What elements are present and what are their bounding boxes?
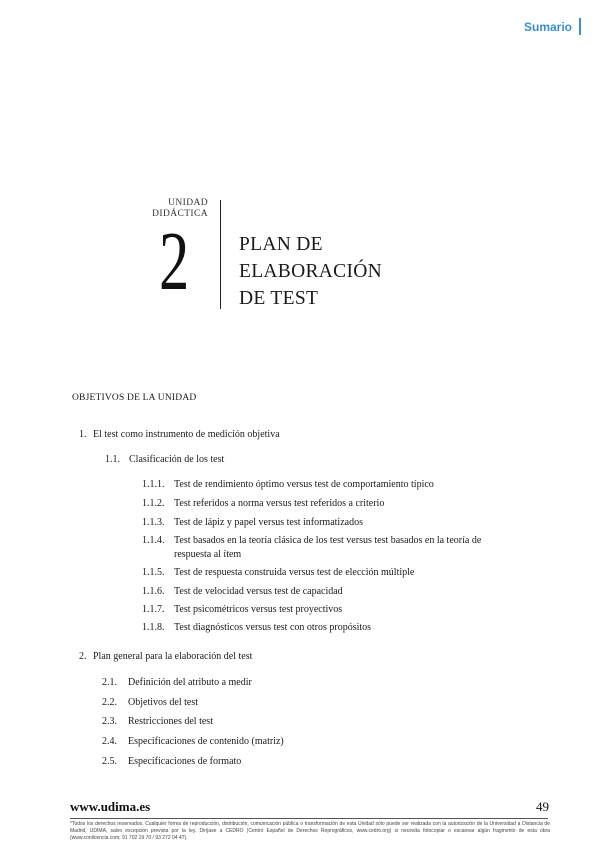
- unit-number: 2: [159, 215, 190, 308]
- item-number: 1.1.5.: [142, 567, 165, 578]
- objective-item: [79, 428, 280, 441]
- item-number: 1.1.3.: [142, 517, 165, 528]
- sumario-link[interactable]: [524, 18, 581, 35]
- objective-item: [142, 478, 434, 491]
- unit-title: [239, 231, 382, 312]
- objective-item: [79, 650, 252, 663]
- item-number: 2.2.: [102, 697, 117, 708]
- objective-item: [142, 534, 481, 547]
- item-text: Definición del atributo a medir: [128, 677, 252, 688]
- item-text: Plan general para la elaboración del test: [93, 651, 253, 662]
- item-number: 1.1.4.: [142, 535, 165, 546]
- item-text: Test basados en la teoría clásica de los test versus test basados en la teoría de: [174, 535, 482, 546]
- item-number: 2.5.: [102, 756, 117, 767]
- item-text: Test de velocidad versus test de capacidad: [174, 586, 343, 597]
- objective-item: [102, 676, 252, 689]
- item-text: Especificaciones de contenido (matriz): [128, 736, 284, 747]
- objective-item: [142, 497, 384, 510]
- objective-item: [102, 755, 241, 768]
- unit-title-line1: PLAN DE: [239, 234, 323, 255]
- item-number: 1.1.: [105, 454, 120, 465]
- item-text: Clasificación de los test: [129, 454, 225, 465]
- item-number: 2.3.: [102, 716, 117, 727]
- objective-item: [142, 585, 343, 598]
- unit-title-line2: ELABORACIÓN: [239, 261, 383, 282]
- item-text: Test de rendimiento óptimo versus test de comportamiento típico: [174, 479, 434, 490]
- objective-item: [102, 696, 198, 709]
- item-text: Test de respuesta construida versus test de elección múltiple: [174, 567, 415, 578]
- item-text: Test de lápiz y papel versus test informatizados: [174, 517, 363, 528]
- objective-item: [102, 715, 213, 728]
- item-text: Especificaciones de formato: [128, 756, 242, 767]
- item-number: 1.1.8.: [142, 622, 165, 633]
- item-text: Test diagnósticos versus test con otros propósitos: [174, 622, 372, 633]
- sumario-bar: [579, 18, 581, 35]
- objective-item: [142, 516, 363, 529]
- sumario-label: Sumario: [523, 19, 572, 34]
- unit-divider: [220, 200, 221, 309]
- unit-label-line1: UNIDAD: [168, 198, 208, 208]
- footer-website-link[interactable]: www.udima.es: [70, 799, 151, 814]
- item-number: 2.1.: [102, 677, 117, 688]
- item-number: 1.1.6.: [142, 586, 165, 597]
- objective-item: [142, 621, 371, 634]
- item-text: Test referidos a norma versus test referidos a criterio: [174, 498, 385, 509]
- item-text-continuation: respuesta al ítem: [174, 549, 242, 560]
- unit-title-line3: DE TEST: [239, 288, 319, 309]
- objective-item: [142, 603, 342, 616]
- item-number: 1.: [79, 429, 87, 440]
- legal-notice: *Todos los derechos reservados. Cualquier forma de reproducción, distribución, comunicación pública o transformación de esta Unidad sólo puede ser realizada con la autorización de la Universidad a Distancia de Madrid, UDIMA, salvo excepción prevista por la ley. Diríjase a CEDRO (Centro Español de Derechos Reprográficos, www.cedro.org) si necesita fotocopiar o escanear algún fragmento de esta obra (www.conlicencia.com; 91 702 19 70 / 93 272 04 47).: [70, 821, 550, 841]
- objective-item: [105, 453, 224, 466]
- item-number: 1.1.2.: [142, 498, 165, 509]
- unit-label-line2: DIDÁCTICA: [152, 209, 208, 219]
- item-text: Restricciones del test: [128, 716, 213, 727]
- objectives-heading: OBJETIVOS DE LA UNIDAD: [72, 393, 197, 403]
- item-number: 2.4.: [102, 736, 117, 747]
- item-number: 1.1.1.: [142, 479, 165, 490]
- item-number: 2.: [79, 651, 87, 662]
- footer-divider: [70, 818, 548, 819]
- item-text: El test como instrumento de medición objetiva: [93, 429, 280, 440]
- objective-item: [102, 735, 284, 748]
- objective-item: [142, 566, 414, 579]
- item-text: Objetivos del test: [128, 697, 198, 708]
- page-number: 49: [536, 799, 549, 814]
- item-number: 1.1.7.: [142, 604, 165, 615]
- item-text: Test psicométricos versus test proyectivos: [174, 604, 343, 615]
- objective-item-continuation: [174, 548, 241, 561]
